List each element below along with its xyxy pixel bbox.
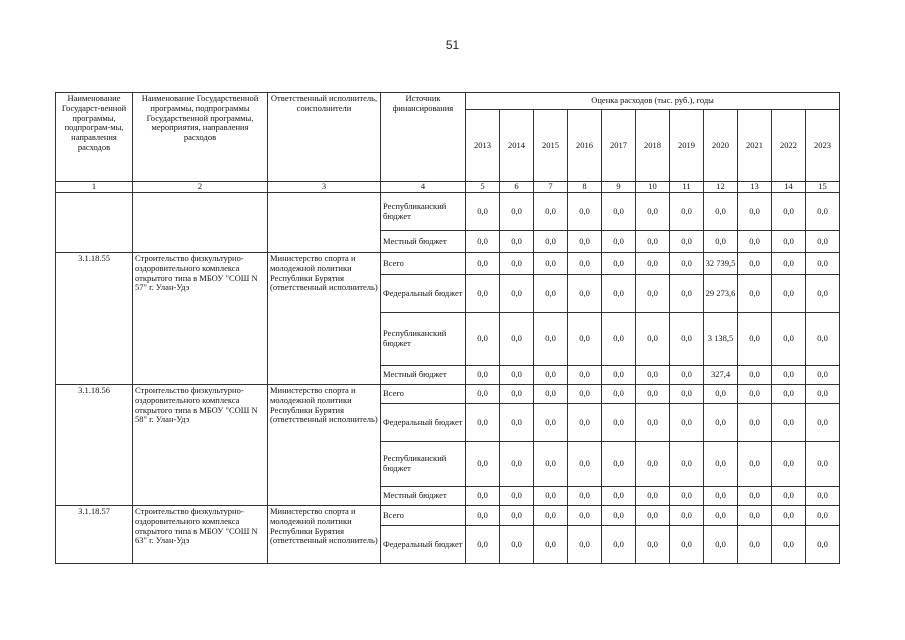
budget-table <box>55 92 840 564</box>
value-cell: 0,0 <box>772 231 806 253</box>
value-cell: 0,0 <box>772 487 806 506</box>
value-cell: 0,0 <box>466 404 500 442</box>
value-cell: 0,0 <box>534 404 568 442</box>
value-cell: 0,0 <box>704 526 738 564</box>
value-cell: 0,0 <box>704 231 738 253</box>
value-cell: 0,0 <box>568 526 602 564</box>
funding-source: Республиканский бюджет <box>381 442 466 487</box>
value-cell: 0,0 <box>602 275 636 313</box>
row-code: 3.1.18.56 <box>56 385 133 506</box>
funding-source: Федеральный бюджет <box>381 275 466 313</box>
value-cell: 0,0 <box>670 385 704 404</box>
value-cell: 0,0 <box>636 506 670 526</box>
value-cell: 0,0 <box>772 253 806 275</box>
funding-source: Республиканский бюджет <box>381 193 466 231</box>
value-cell: 0,0 <box>534 506 568 526</box>
value-cell: 0,0 <box>806 526 840 564</box>
column-number: 6 <box>500 182 534 193</box>
value-cell: 0,0 <box>772 404 806 442</box>
value-cell: 0,0 <box>772 385 806 404</box>
row-responsible <box>268 193 381 253</box>
value-cell: 0,0 <box>806 487 840 506</box>
value-cell: 0,0 <box>738 404 772 442</box>
year-header: 2015 <box>534 110 568 182</box>
value-cell: 0,0 <box>466 442 500 487</box>
value-cell: 0,0 <box>602 366 636 385</box>
value-cell: 0,0 <box>466 193 500 231</box>
header-name: Наименование Государственной программы, подпрограммы Государственной программы, мероприятия, направления расходов <box>133 93 268 182</box>
value-cell: 0,0 <box>636 487 670 506</box>
column-number: 10 <box>636 182 670 193</box>
year-header: 2014 <box>500 110 534 182</box>
value-cell: 0,0 <box>772 366 806 385</box>
value-cell: 0,0 <box>534 193 568 231</box>
header-program: Наименование Государст-венной программы, подпрограм-мы, направления расходов <box>56 93 133 182</box>
value-cell: 0,0 <box>500 487 534 506</box>
value-cell: 0,0 <box>568 487 602 506</box>
header-responsible: Ответственный исполнитель, соисполнители <box>268 93 381 182</box>
table-row <box>56 385 840 404</box>
value-cell: 0,0 <box>670 487 704 506</box>
value-cell: 0,0 <box>738 313 772 366</box>
funding-source: Местный бюджет <box>381 231 466 253</box>
value-cell: 0,0 <box>500 526 534 564</box>
value-cell: 0,0 <box>704 442 738 487</box>
value-cell: 0,0 <box>568 231 602 253</box>
value-cell: 0,0 <box>500 231 534 253</box>
column-number: 15 <box>806 182 840 193</box>
value-cell: 0,0 <box>772 442 806 487</box>
funding-source: Местный бюджет <box>381 487 466 506</box>
value-cell: 29 273,6 <box>704 275 738 313</box>
value-cell: 0,0 <box>602 404 636 442</box>
value-cell: 0,0 <box>602 385 636 404</box>
value-cell: 0,0 <box>534 487 568 506</box>
value-cell: 0,0 <box>568 506 602 526</box>
value-cell: 0,0 <box>738 385 772 404</box>
header-estimate: Оценка расходов (тыс. руб.), годы <box>466 93 840 110</box>
value-cell: 0,0 <box>670 231 704 253</box>
column-number: 8 <box>568 182 602 193</box>
value-cell: 0,0 <box>806 193 840 231</box>
value-cell: 0,0 <box>738 366 772 385</box>
value-cell: 0,0 <box>738 526 772 564</box>
value-cell: 0,0 <box>466 526 500 564</box>
value-cell: 0,0 <box>466 275 500 313</box>
value-cell: 0,0 <box>670 442 704 487</box>
value-cell: 0,0 <box>500 385 534 404</box>
row-name: Строительство физкультурно-оздоровительного комплекса открытого типа в МБОУ "СОШ N 58" г. Улан-Удэ <box>133 385 268 506</box>
value-cell: 0,0 <box>568 275 602 313</box>
year-header: 2019 <box>670 110 704 182</box>
table-row <box>56 253 840 275</box>
value-cell: 0,0 <box>806 253 840 275</box>
row-responsible: Министерство спорта и молодежной политики Республики Бурятия (ответственный исполнитель) <box>268 385 381 506</box>
value-cell: 0,0 <box>772 506 806 526</box>
table-row <box>56 193 840 231</box>
value-cell: 0,0 <box>636 442 670 487</box>
year-header: 2023 <box>806 110 840 182</box>
value-cell: 0,0 <box>534 253 568 275</box>
value-cell: 0,0 <box>602 526 636 564</box>
value-cell: 0,0 <box>806 442 840 487</box>
column-number: 13 <box>738 182 772 193</box>
value-cell: 0,0 <box>772 526 806 564</box>
row-responsible: Министерство спорта и молодежной политики Республики Бурятия (ответственный исполнитель) <box>268 506 381 564</box>
value-cell: 0,0 <box>636 275 670 313</box>
value-cell: 0,0 <box>670 253 704 275</box>
value-cell: 0,0 <box>500 442 534 487</box>
value-cell: 0,0 <box>806 366 840 385</box>
value-cell: 0,0 <box>602 231 636 253</box>
column-number: 12 <box>704 182 738 193</box>
value-cell: 0,0 <box>568 253 602 275</box>
value-cell: 0,0 <box>704 487 738 506</box>
value-cell: 0,0 <box>466 313 500 366</box>
funding-source: Федеральный бюджет <box>381 526 466 564</box>
value-cell: 0,0 <box>806 231 840 253</box>
value-cell: 0,0 <box>738 231 772 253</box>
value-cell: 0,0 <box>670 313 704 366</box>
row-code: 3.1.18.55 <box>56 253 133 385</box>
value-cell: 0,0 <box>568 404 602 442</box>
value-cell: 0,0 <box>670 193 704 231</box>
row-code: 3.1.18.57 <box>56 506 133 564</box>
value-cell: 0,0 <box>704 404 738 442</box>
column-number: 7 <box>534 182 568 193</box>
value-cell: 0,0 <box>636 193 670 231</box>
value-cell: 0,0 <box>568 442 602 487</box>
value-cell: 0,0 <box>670 506 704 526</box>
value-cell: 0,0 <box>534 231 568 253</box>
value-cell: 0,0 <box>500 193 534 231</box>
value-cell: 0,0 <box>466 366 500 385</box>
value-cell: 0,0 <box>534 442 568 487</box>
funding-source: Местный бюджет <box>381 366 466 385</box>
value-cell: 0,0 <box>602 313 636 366</box>
value-cell: 32 739,5 <box>704 253 738 275</box>
year-header: 2013 <box>466 110 500 182</box>
value-cell: 0,0 <box>466 506 500 526</box>
year-header: 2016 <box>568 110 602 182</box>
value-cell: 0,0 <box>772 193 806 231</box>
value-cell: 0,0 <box>466 253 500 275</box>
value-cell: 327,4 <box>704 366 738 385</box>
header-source: Источник финансирования <box>381 93 466 182</box>
value-cell: 0,0 <box>738 506 772 526</box>
year-header: 2020 <box>704 110 738 182</box>
column-number: 3 <box>268 182 381 193</box>
value-cell: 0,0 <box>534 275 568 313</box>
value-cell: 0,0 <box>534 526 568 564</box>
value-cell: 0,0 <box>738 487 772 506</box>
value-cell: 0,0 <box>738 275 772 313</box>
column-number: 14 <box>772 182 806 193</box>
column-number: 5 <box>466 182 500 193</box>
page-number: 51 <box>445 38 460 52</box>
year-header: 2021 <box>738 110 772 182</box>
value-cell: 0,0 <box>636 253 670 275</box>
value-cell: 0,0 <box>704 385 738 404</box>
funding-source: Федеральный бюджет <box>381 404 466 442</box>
column-number: 2 <box>133 182 268 193</box>
value-cell: 0,0 <box>806 275 840 313</box>
value-cell: 0,0 <box>772 313 806 366</box>
column-number: 1 <box>56 182 133 193</box>
value-cell: 0,0 <box>534 366 568 385</box>
value-cell: 0,0 <box>568 385 602 404</box>
column-number: 9 <box>602 182 636 193</box>
value-cell: 0,0 <box>636 404 670 442</box>
value-cell: 0,0 <box>704 506 738 526</box>
funding-source: Всего <box>381 506 466 526</box>
value-cell: 0,0 <box>806 404 840 442</box>
funding-source: Всего <box>381 253 466 275</box>
value-cell: 0,0 <box>806 506 840 526</box>
value-cell: 0,0 <box>602 506 636 526</box>
value-cell: 0,0 <box>636 526 670 564</box>
value-cell: 0,0 <box>636 313 670 366</box>
year-header: 2017 <box>602 110 636 182</box>
value-cell: 0,0 <box>568 193 602 231</box>
value-cell: 0,0 <box>738 442 772 487</box>
row-name: Строительство физкультурно-оздоровительного комплекса открытого типа в МБОУ "СОШ N 63" г. Улан-Удэ <box>133 506 268 564</box>
value-cell: 0,0 <box>772 275 806 313</box>
value-cell: 0,0 <box>500 506 534 526</box>
value-cell: 0,0 <box>738 193 772 231</box>
value-cell: 0,0 <box>466 231 500 253</box>
value-cell: 0,0 <box>704 193 738 231</box>
column-number: 11 <box>670 182 704 193</box>
value-cell: 0,0 <box>500 253 534 275</box>
column-number: 4 <box>381 182 466 193</box>
funding-source: Республиканский бюджет <box>381 313 466 366</box>
funding-source: Всего <box>381 385 466 404</box>
year-header: 2018 <box>636 110 670 182</box>
row-name: Строительство физкультурно-оздоровительного комплекса открытого типа в МБОУ "СОШ N 57" г. Улан-Удэ <box>133 253 268 385</box>
value-cell: 0,0 <box>466 487 500 506</box>
value-cell: 0,0 <box>636 366 670 385</box>
value-cell: 0,0 <box>602 253 636 275</box>
value-cell: 0,0 <box>568 366 602 385</box>
value-cell: 0,0 <box>670 404 704 442</box>
value-cell: 3 138,5 <box>704 313 738 366</box>
value-cell: 0,0 <box>568 313 602 366</box>
value-cell: 0,0 <box>500 313 534 366</box>
value-cell: 0,0 <box>534 313 568 366</box>
value-cell: 0,0 <box>500 404 534 442</box>
value-cell: 0,0 <box>602 487 636 506</box>
value-cell: 0,0 <box>636 385 670 404</box>
year-header: 2022 <box>772 110 806 182</box>
value-cell: 0,0 <box>738 253 772 275</box>
value-cell: 0,0 <box>670 526 704 564</box>
value-cell: 0,0 <box>806 313 840 366</box>
value-cell: 0,0 <box>670 366 704 385</box>
value-cell: 0,0 <box>670 275 704 313</box>
value-cell: 0,0 <box>534 385 568 404</box>
row-name <box>133 193 268 253</box>
value-cell: 0,0 <box>466 385 500 404</box>
row-code <box>56 193 133 253</box>
table-row <box>56 506 840 526</box>
value-cell: 0,0 <box>636 231 670 253</box>
value-cell: 0,0 <box>602 442 636 487</box>
row-responsible: Министерство спорта и молодежной политики Республики Бурятия (ответственный исполнитель) <box>268 253 381 385</box>
value-cell: 0,0 <box>500 366 534 385</box>
value-cell: 0,0 <box>500 275 534 313</box>
value-cell: 0,0 <box>806 385 840 404</box>
value-cell: 0,0 <box>602 193 636 231</box>
